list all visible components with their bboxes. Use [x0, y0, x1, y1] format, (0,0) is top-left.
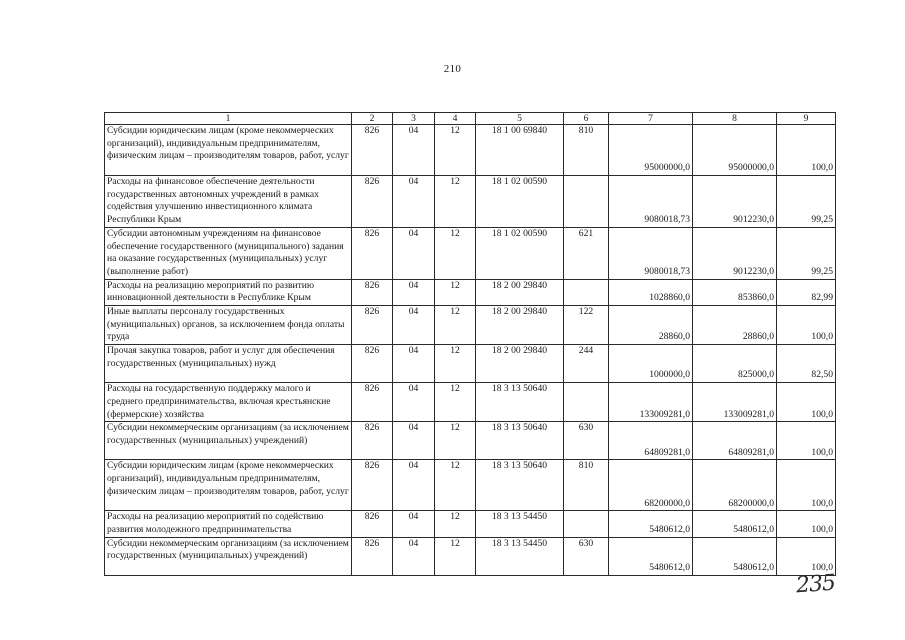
page-number: 210: [443, 63, 462, 75]
cell-execution-percent: 99,25: [777, 176, 836, 228]
cell-section: 04: [393, 306, 435, 345]
header-col-5: 5: [476, 113, 564, 125]
cell-admin-code: 826: [352, 537, 393, 575]
cell-description: Субсидии некоммерческим организациям (за исключением государственных (муниципальных) учреждений): [105, 537, 352, 575]
budget-table: [104, 112, 836, 576]
cell-section: 04: [393, 422, 435, 460]
cell-execution-percent: 99,25: [777, 227, 836, 279]
cell-executed-amount: 5480612,0: [693, 511, 777, 537]
cell-expense-type: 244: [564, 345, 609, 383]
cell-expense-type: 630: [564, 537, 609, 575]
header-col-1: 1: [105, 113, 352, 125]
cell-executed-amount: 825000,0: [693, 345, 777, 383]
header-col-2: 2: [352, 113, 393, 125]
cell-planned-amount: 1028860,0: [609, 279, 693, 305]
header-col-6: 6: [564, 113, 609, 125]
cell-planned-amount: 9080018,73: [609, 176, 693, 228]
cell-execution-percent: 100,0: [777, 125, 836, 176]
cell-subsection: 12: [435, 176, 476, 228]
cell-subsection: 12: [435, 537, 476, 575]
cell-planned-amount: 133009281,0: [609, 383, 693, 422]
cell-execution-percent: 100,0: [777, 537, 836, 575]
cell-section: 04: [393, 227, 435, 279]
cell-subsection: 12: [435, 345, 476, 383]
header-col-9: 9: [777, 113, 836, 125]
cell-description: Расходы на финансовое обеспечение деятельности государственных автономных учреждений в рамках содействия улучшению инвестиционного климата Республики Крым: [105, 176, 352, 228]
cell-executed-amount: 68200000,0: [693, 460, 777, 511]
cell-section: 04: [393, 460, 435, 511]
cell-target-article: 18 2 00 29840: [476, 279, 564, 305]
cell-planned-amount: 28860,0: [609, 306, 693, 345]
cell-subsection: 12: [435, 383, 476, 422]
cell-admin-code: 826: [352, 306, 393, 345]
cell-executed-amount: 95000000,0: [693, 125, 777, 176]
cell-section: 04: [393, 125, 435, 176]
cell-description: Расходы на реализацию мероприятий по содействию развития молодежного предпринимательства: [105, 511, 352, 537]
cell-subsection: 12: [435, 227, 476, 279]
cell-admin-code: 826: [352, 279, 393, 305]
handwritten-page-mark: 235: [795, 570, 836, 599]
table-row: [105, 227, 836, 279]
cell-expense-type: 810: [564, 125, 609, 176]
table-row: [105, 125, 836, 176]
table-row: [105, 460, 836, 511]
cell-executed-amount: 28860,0: [693, 306, 777, 345]
cell-admin-code: 826: [352, 227, 393, 279]
cell-expense-type: 630: [564, 422, 609, 460]
cell-planned-amount: 95000000,0: [609, 125, 693, 176]
table-row: [105, 176, 836, 228]
cell-execution-percent: 82,99: [777, 279, 836, 305]
cell-planned-amount: 5480612,0: [609, 537, 693, 575]
cell-execution-percent: 100,0: [777, 306, 836, 345]
cell-section: 04: [393, 176, 435, 228]
cell-expense-type: [564, 176, 609, 228]
cell-expense-type: [564, 383, 609, 422]
cell-section: 04: [393, 345, 435, 383]
cell-execution-percent: 100,0: [777, 460, 836, 511]
cell-subsection: 12: [435, 422, 476, 460]
cell-description: Субсидии автономным учреждениям на финансовое обеспечение государственного (муниципального) задания на оказание государственных (муниципальных) услуг (выполнение работ): [105, 227, 352, 279]
cell-target-article: 18 2 00 29840: [476, 345, 564, 383]
table-row: [105, 345, 836, 383]
cell-section: 04: [393, 383, 435, 422]
cell-subsection: 12: [435, 511, 476, 537]
cell-expense-type: 810: [564, 460, 609, 511]
cell-admin-code: 826: [352, 125, 393, 176]
cell-execution-percent: 100,0: [777, 422, 836, 460]
table-row: [105, 306, 836, 345]
cell-target-article: 18 3 13 54450: [476, 537, 564, 575]
table-row: [105, 537, 836, 575]
cell-subsection: 12: [435, 460, 476, 511]
cell-section: 04: [393, 511, 435, 537]
header-col-8: 8: [693, 113, 777, 125]
cell-planned-amount: 64809281,0: [609, 422, 693, 460]
header-col-7: 7: [609, 113, 693, 125]
cell-executed-amount: 9012230,0: [693, 227, 777, 279]
cell-executed-amount: 5480612,0: [693, 537, 777, 575]
cell-admin-code: 826: [352, 176, 393, 228]
cell-execution-percent: 100,0: [777, 383, 836, 422]
cell-admin-code: 826: [352, 345, 393, 383]
cell-execution-percent: 100,0: [777, 511, 836, 537]
cell-target-article: 18 2 00 29840: [476, 306, 564, 345]
cell-target-article: 18 3 13 50640: [476, 460, 564, 511]
cell-description: Субсидии юридическим лицам (кроме некоммерческих организаций), индивидуальным предпринимателям, физическим лицам – производителям товаров, работ, услуг: [105, 460, 352, 511]
cell-execution-percent: 82,50: [777, 345, 836, 383]
cell-subsection: 12: [435, 279, 476, 305]
cell-expense-type: [564, 511, 609, 537]
table-row: [105, 511, 836, 537]
cell-description: Прочая закупка товаров, работ и услуг для обеспечения государственных (муниципальных) нужд: [105, 345, 352, 383]
table-row: [105, 279, 836, 305]
table-body: [105, 113, 836, 576]
cell-description: Расходы на реализацию мероприятий по развитию инновационной деятельности в Республике Крым: [105, 279, 352, 305]
cell-target-article: 18 1 02 00590: [476, 176, 564, 228]
cell-planned-amount: 68200000,0: [609, 460, 693, 511]
cell-executed-amount: 133009281,0: [693, 383, 777, 422]
cell-executed-amount: 64809281,0: [693, 422, 777, 460]
cell-target-article: 18 1 02 00590: [476, 227, 564, 279]
cell-planned-amount: 9080018,73: [609, 227, 693, 279]
cell-section: 04: [393, 537, 435, 575]
cell-section: 04: [393, 279, 435, 305]
cell-executed-amount: 853860,0: [693, 279, 777, 305]
cell-expense-type: 621: [564, 227, 609, 279]
header-col-3: 3: [393, 113, 435, 125]
cell-description: Иные выплаты персоналу государственных (муниципальных) органов, за исключением фонда оплаты труда: [105, 306, 352, 345]
cell-admin-code: 826: [352, 511, 393, 537]
cell-target-article: 18 1 00 69840: [476, 125, 564, 176]
cell-description: Субсидии некоммерческим организациям (за исключением государственных (муниципальных) учреждений): [105, 422, 352, 460]
cell-executed-amount: 9012230,0: [693, 176, 777, 228]
cell-target-article: 18 3 13 50640: [476, 383, 564, 422]
cell-target-article: 18 3 13 54450: [476, 511, 564, 537]
cell-planned-amount: 1000000,0: [609, 345, 693, 383]
cell-target-article: 18 3 13 50640: [476, 422, 564, 460]
cell-expense-type: [564, 279, 609, 305]
header-row: [105, 113, 836, 125]
table-row: [105, 422, 836, 460]
cell-expense-type: 122: [564, 306, 609, 345]
table-row: [105, 383, 836, 422]
cell-subsection: 12: [435, 125, 476, 176]
cell-admin-code: 826: [352, 383, 393, 422]
cell-subsection: 12: [435, 306, 476, 345]
cell-planned-amount: 5480612,0: [609, 511, 693, 537]
cell-admin-code: 826: [352, 422, 393, 460]
header-col-4: 4: [435, 113, 476, 125]
cell-admin-code: 826: [352, 460, 393, 511]
cell-description: Субсидии юридическим лицам (кроме некоммерческих организаций), индивидуальным предпринимателям, физическим лицам – производителям товаров, работ, услуг: [105, 125, 352, 176]
cell-description: Расходы на государственную поддержку малого и среднего предпринимательства, включая крестьянские (фермерские) хозяйства: [105, 383, 352, 422]
